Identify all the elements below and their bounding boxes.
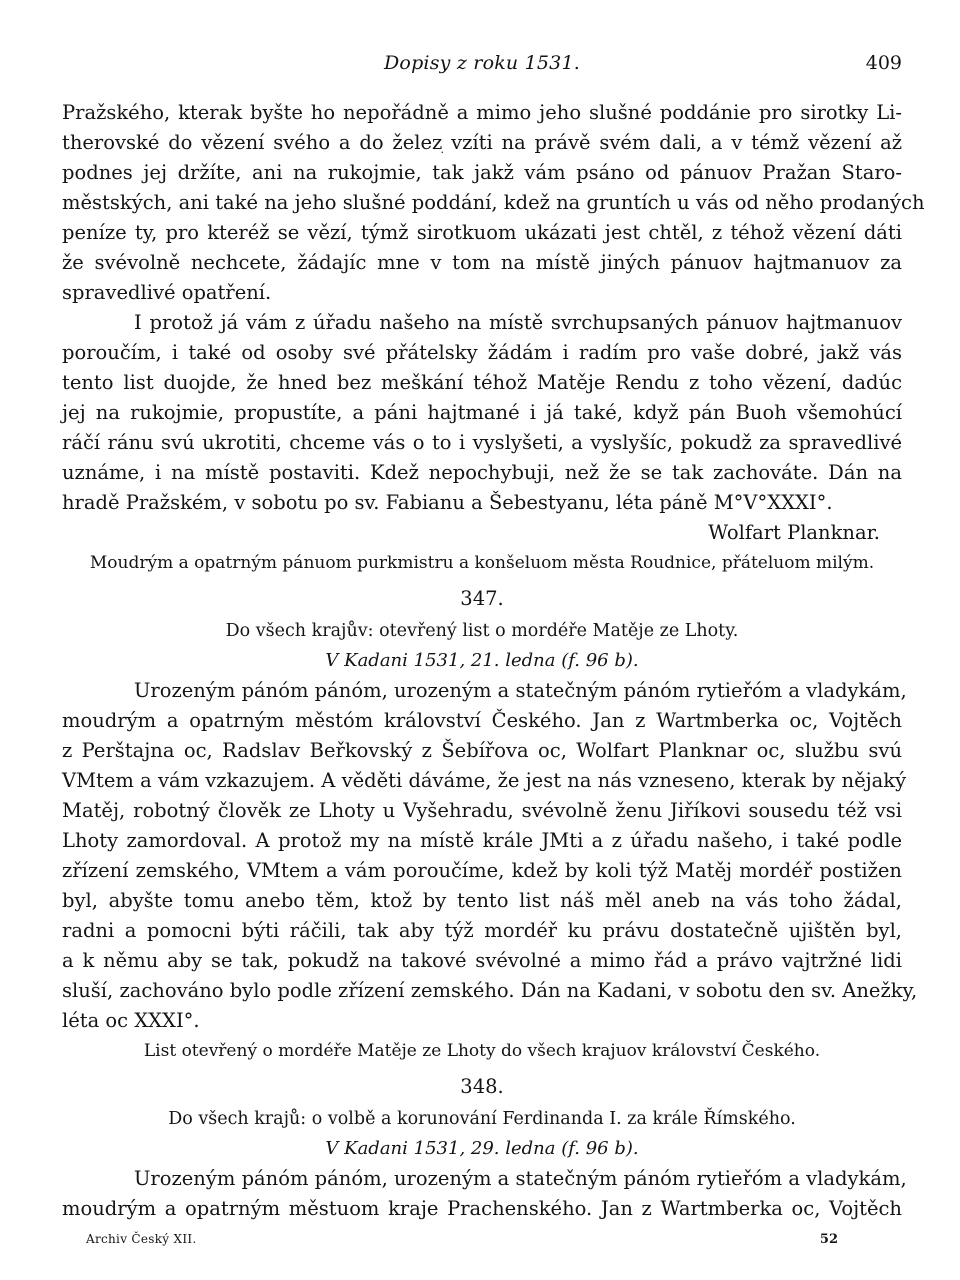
document-title: Do všech krajův: otevřený list o mordéře Matěje ze Lhoty. [225, 621, 739, 641]
document-number: 348. [460, 1075, 504, 1098]
paragraph [62, 98, 925, 308]
signature-mark: 52 [819, 1232, 838, 1247]
footer-series-title: Archiv Český XII. [86, 1232, 197, 1246]
text-line: že svévolně nechcete, žádajíc mne v tom na místě jiných pánuov hajtmanuov za [62, 251, 902, 274]
page-number: 409 [865, 52, 902, 74]
document-title: Do všech krajů: o volbě a korunování Ferdinanda I. za krále Římského. [168, 1109, 796, 1129]
text-line: peníze ty, pro kteréž se vězí, týmž sirotkuom ukázati jest chtěl, z téhož vězení dáti [62, 221, 902, 244]
document-date: V Kadani 1531, 21. ledna (f. 96 b). [325, 650, 639, 671]
text-line: moudrým a opatrným městuom kraje Prachenského. Jan z Wartmberka oc, Vojtěch [62, 1197, 902, 1220]
document-number: 347. [460, 587, 504, 610]
text-line: moudrým a opatrným městóm království Českého. Jan z Wartmberka oc, Vojtěch [62, 709, 902, 732]
text-line: léta oc XXXI°. [62, 1009, 200, 1032]
text-line: I protož já vám z úřadu našeho na místě svrchupsaných pánuov hajtmanuov [134, 311, 902, 334]
text-line: Urozeným pánóm pánóm, urozeným a statečným pánóm rytieřóm a vladykám, [134, 679, 907, 702]
text-line: byl, abyšte tomu anebo těm, ktož by tento list náš měl aneb na vás toho žádal, [62, 889, 902, 912]
running-head [62, 52, 902, 84]
letter-address: Moudrým a opatrným pánuom purkmistru a konšeluom města Roudnice, přáteluom milým. [89, 553, 875, 573]
text-line: therovské do vězení svého a do železׅ vzíti na právě svém dali, a v témž vězení až [62, 131, 902, 154]
running-head-title: Dopisy z roku 1531. [384, 52, 580, 74]
paragraph [62, 1164, 907, 1224]
text-line: sluší, zachováno bylo podle zřízení zemského. Dán na Kadani, v sobotu den sv. Anežky, [62, 979, 918, 1002]
page-footer [86, 1232, 838, 1252]
text-line: VMtem a vám vzkazujem. A věděti dáváme, že jest na nás vzneseno, kterak by nějaký [62, 769, 907, 792]
text-line: hradě Pražském, v sobotu po sv. Fabianu a Šebestyanu, léta páně M°V°XXXI°. [62, 491, 833, 514]
text-line: poroučím, i také od osoby své přátelsky žádám i radím pro vaše dobré, jakž vás [62, 341, 902, 364]
text-line: z Perštajna oc, Radslav Beřkovský z Šebířova oc, Wolfart Planknar oc, službu svú [62, 739, 902, 762]
doc-348 [62, 1070, 907, 1224]
text-line: spravedlivé opatření. [62, 281, 272, 304]
text-line: Urozeným pánóm pánóm, urozeným a statečným pánóm rytieřóm a vladykám, [134, 1167, 907, 1190]
text-line: podnes jej držíte, ani na rukojmie, tak jakž vám psáno od pánuov Pražan Staro- [62, 161, 902, 184]
text-line: jej na rukojmie, propustíte, a páni hajtmané i já také, když pán Buoh všemohúcí [62, 401, 902, 424]
text-line: městských, ani také na jeho slušné poddání, kdež na gruntích u vás od něho prodaných [62, 191, 925, 214]
text-line: zřízení zemského, VMtem a vám poroučíme, kdež by koli týž Matěj mordéř postižen [62, 859, 902, 882]
doc-347 [62, 582, 918, 1066]
signature: Wolfart Planknar. [708, 521, 880, 544]
doc-346-continued [62, 98, 925, 578]
paragraph [62, 676, 918, 1036]
letter-address: List otevřený o mordéře Matěje ze Lhoty do všech krajuov království Českého. [143, 1041, 821, 1061]
text-line: Pražského, kterak byšte ho nepořádně a mimo jeho slušné poddánie pro sirotky Li- [62, 101, 902, 124]
text-line: a k němu aby se tak, pokudž na takové svévolné a mimo řád a právo vajtržné lidi [62, 949, 902, 972]
paragraph [62, 308, 902, 518]
text-line: tento list duojde, že hned bez meškání téhož Matěje Rendu z toho vězení, dadúc [62, 371, 902, 394]
text-line: uznáme, i na místě postaviti. Kdež nepochybuji, než že se tak zachováte. Dán na [62, 461, 902, 484]
text-line: radni a pomocni býti ráčili, tak aby týž mordéř ku právu dostatečně ujištěn byl, [62, 919, 902, 942]
document-date: V Kadani 1531, 29. ledna (f. 96 b). [325, 1138, 639, 1159]
text-line: Lhoty zamordoval. A protož my na místě krále JMti a z úřadu našeho, i také podle [62, 829, 902, 852]
main-text [62, 98, 925, 1224]
text-line: Matěj, robotný člověk ze Lhoty u Vyšehradu, svévolně ženu Jiříkovi sousedu též vsi [62, 799, 902, 822]
text-line: ráčí ránu svú ukrotiti, chceme vás o to i vyslyšeti, a vyslyšíc, pokudž za spravedlivé [62, 431, 902, 454]
